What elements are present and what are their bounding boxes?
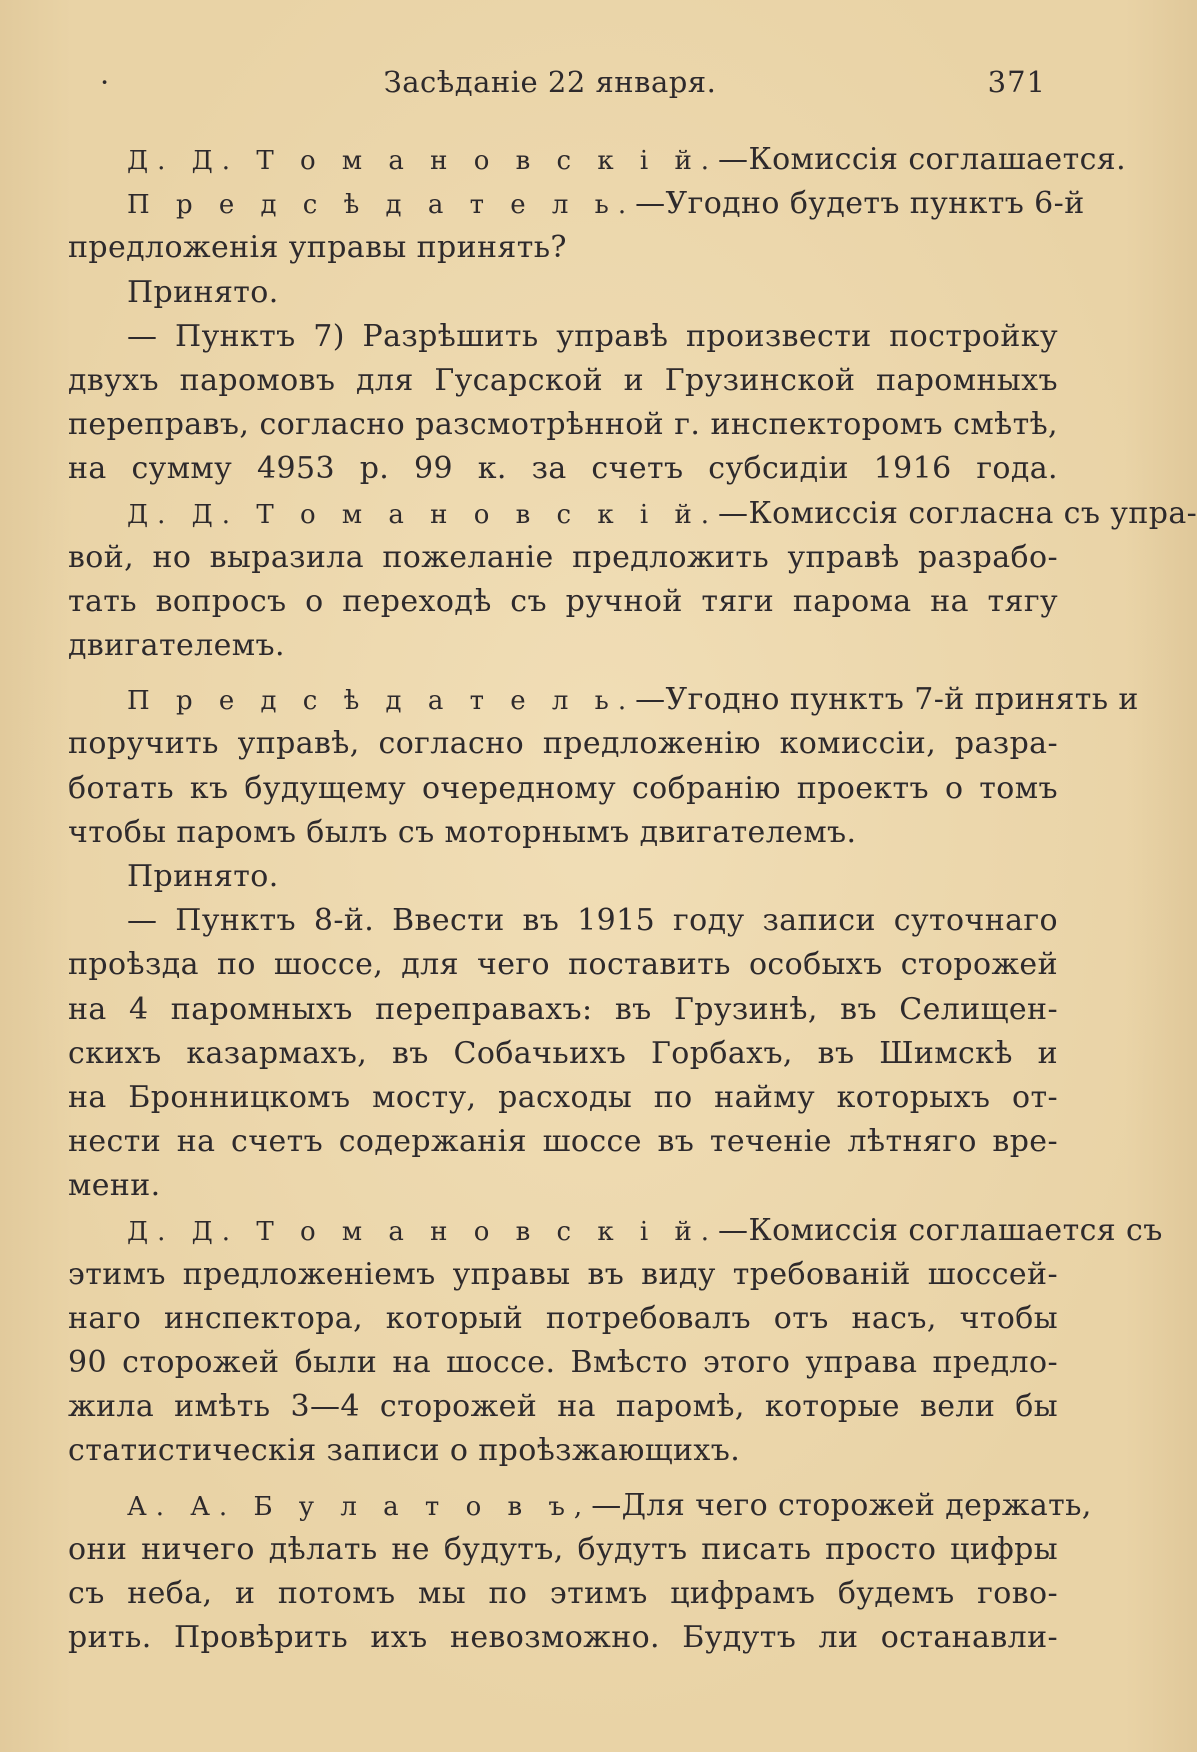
text-line [68, 767, 1058, 811]
line-text: двигателемъ. [68, 628, 285, 664]
running-header [60, 62, 1046, 102]
text-line [68, 536, 1058, 580]
speaker-name: А. А. Б у л а т о в ъ, [127, 1491, 592, 1522]
line-text: двухъ паромовъ для Гусарской и Грузинской паромныхъ [68, 362, 1058, 398]
line-text: 90 сторожей были на шоссе. Вмѣсто этого управа предло- [68, 1345, 1058, 1381]
line-text: —Комиссія согласна съ упра- [718, 495, 1197, 531]
text-body [68, 138, 1197, 1660]
header-dot: · [100, 65, 110, 99]
text-line [68, 1429, 1058, 1473]
line-text: —Комиссія соглашается. [718, 142, 1127, 177]
text-line [68, 988, 1058, 1032]
line-text: —Для чего сторожей держать, [591, 1487, 1092, 1523]
speaker-name: П р е д с ѣ д а т е л ь. [127, 190, 636, 221]
line-text: поручить управѣ, согласно предложенію комиссіи, разра- [68, 726, 1058, 762]
text-line [68, 855, 1058, 899]
text-line [68, 811, 1058, 855]
speaker-line [68, 1209, 1163, 1253]
line-text: они ничего дѣлать не будутъ, будутъ писать просто цифры [68, 1531, 1058, 1567]
line-text: рить. Провѣрить ихъ невозможно. Будутъ ли останавли- [68, 1620, 1058, 1656]
text-line [68, 1341, 1058, 1385]
text-line [68, 271, 1058, 315]
line-text: этимъ предложеніемъ управы въ виду требованій шоссей- [68, 1256, 1058, 1292]
line-text: —Угодно пунктъ 7-й принять и [635, 682, 1139, 718]
text-line [68, 943, 1058, 987]
line-text: скихъ казармахъ, въ Собачьихъ Горбахъ, въ Шимскѣ и [68, 1035, 1058, 1071]
line-text: мени. [68, 1168, 161, 1204]
page-number: 371 [987, 65, 1046, 99]
text-line [68, 226, 1058, 270]
line-text: нести на счетъ содержанія шоссе въ теченіе лѣтняго вре- [68, 1124, 1058, 1160]
speaker-line [68, 182, 1085, 226]
line-text: — Пунктъ 8-й. Ввести въ 1915 году записи суточнаго [127, 903, 1058, 939]
line-text: Принято. [127, 274, 279, 310]
line-text: на сумму 4953 р. 99 к. за счетъ субсидіи 1916 года. [68, 451, 1058, 487]
speaker-line [68, 492, 1197, 536]
speaker-name: П р е д с ѣ д а т е л ь. [127, 686, 636, 717]
text-line [68, 1032, 1058, 1076]
speaker-line [68, 1484, 1092, 1528]
line-text: —Комиссія соглашается съ [718, 1212, 1163, 1248]
text-line [68, 1076, 1058, 1120]
speaker-name: Д. Д. Т о м а н о в с к і й. [127, 146, 719, 176]
line-text: на 4 паромныхъ переправахъ: въ Грузинѣ, въ Селищен- [68, 991, 1058, 1027]
text-line [68, 1120, 1058, 1164]
line-text: —Угодно будетъ пунктъ 6-й [635, 186, 1085, 222]
line-text: на Бронницкомъ мосту, расходы по найму которыхъ от- [68, 1079, 1058, 1115]
text-line [68, 359, 1058, 403]
line-text: жила имѣть 3—4 сторожей на паромѣ, которые вели бы [68, 1389, 1058, 1425]
speaker-name: Д. Д. Т о м а н о в с к і й. [127, 499, 719, 530]
line-text: предложенія управы принять? [68, 230, 567, 266]
text-line [68, 1572, 1058, 1616]
text-line [68, 1297, 1058, 1341]
line-text: тать вопросъ о переходѣ съ ручной тяги парома на тягу [68, 583, 1058, 619]
page-title: Засѣданіе 22 января. [383, 65, 717, 99]
line-text: переправъ, согласно разсмотрѣнной г. инспекторомъ смѣтѣ, [68, 407, 1058, 443]
line-text: статистическія записи о проѣзжающихъ. [68, 1433, 741, 1469]
line-text: чтобы паромъ былъ съ моторнымъ двигателемъ. [68, 814, 857, 850]
text-line [68, 899, 1058, 943]
text-line [68, 580, 1058, 624]
line-text: проѣзда по шоссе, для чего поставить особыхъ сторожей [68, 947, 1058, 983]
text-line [68, 447, 1058, 491]
line-text: — Пунктъ 7) Разрѣшить управѣ произвести постройку [127, 318, 1058, 354]
text-line [68, 1616, 1058, 1660]
line-text: наго инспектора, который потребовалъ отъ насъ, чтобы [68, 1300, 1058, 1336]
text-line [68, 1253, 1058, 1297]
text-line [68, 624, 1058, 668]
line-text: Принято. [127, 859, 279, 894]
line-text: вой, но выразила пожеланіе предложить управѣ разрабо- [68, 539, 1058, 575]
text-line [68, 403, 1058, 447]
text-line [68, 1528, 1058, 1572]
text-line [68, 1385, 1058, 1429]
text-line [68, 1164, 1058, 1208]
line-text: съ неба, и потомъ мы по этимъ цифрамъ будемъ гово- [68, 1576, 1058, 1611]
text-line [68, 315, 1058, 359]
line-text: ботать къ будущему очередному собранію проектъ о томъ [68, 770, 1058, 806]
speaker-name: Д. Д. Т о м а н о в с к і й. [127, 1216, 719, 1247]
speaker-line [68, 138, 1127, 182]
speaker-line [68, 678, 1139, 722]
text-line [68, 722, 1058, 766]
